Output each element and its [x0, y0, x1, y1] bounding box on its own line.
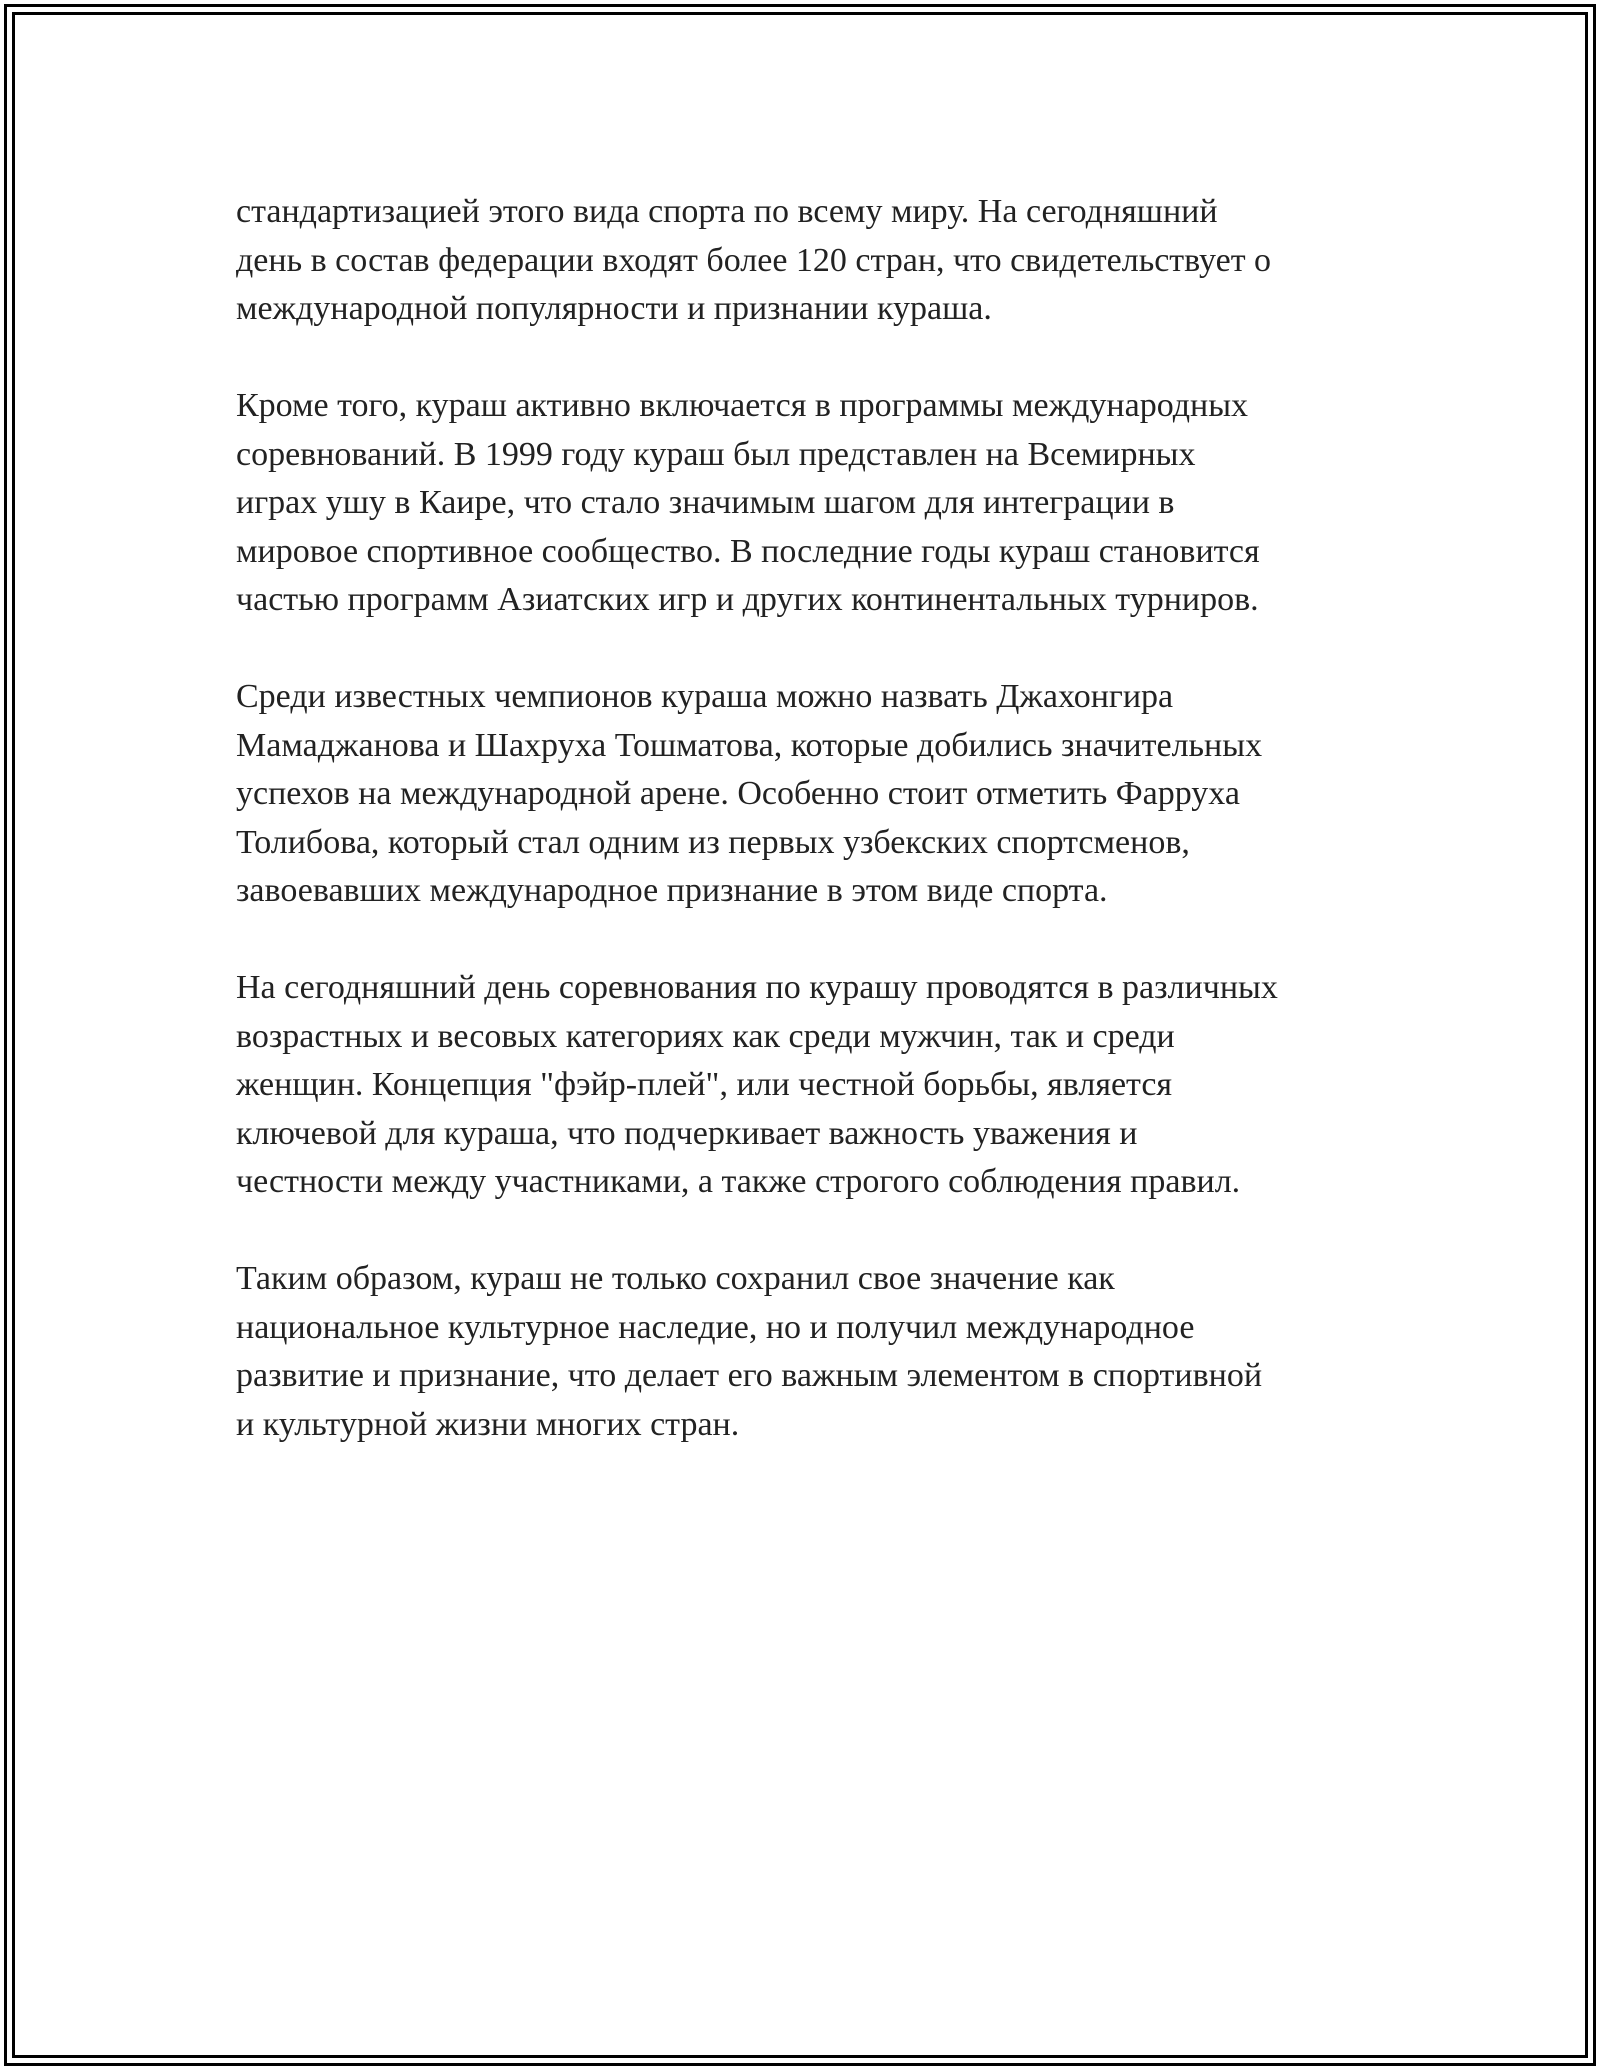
- text-line: играх ушу в Каире, что стало значимым шагом для интеграции в: [236, 484, 1175, 521]
- text-line: день в состав федерации входят более 120 стран, что свидетельствует о: [236, 241, 1272, 279]
- text-line: Мамаджанова и Шахруха Тошматова, которые добились значительных: [236, 726, 1263, 764]
- text-line: возрастных и весовых категориях как среди мужчин, так и среди: [236, 1017, 1175, 1055]
- text-line: национальное культурное наследие, но и получил международное: [236, 1308, 1195, 1346]
- text-line: Кроме того, кураш активно включается в программы международных: [236, 387, 1249, 424]
- text-line: ключевой для кураша, что подчеркивает важность уважения и: [236, 1114, 1138, 1152]
- text-line: честности между участниками, а также строгого соблюдения правил.: [236, 1163, 1241, 1200]
- text-line: Среди известных чемпионов кураша можно назвать Джахонгира: [236, 678, 1174, 715]
- text-line: Таким образом, кураш не только сохранил свое значение как: [236, 1260, 1115, 1297]
- document-body: [236, 188, 1396, 1498]
- text-line: На сегодняшний день соревнования по курашу проводятся в различных: [236, 969, 1278, 1006]
- text-line: Толибова, который стал одним из первых узбекских спортсменов,: [236, 823, 1190, 861]
- text-line: женщин. Концепция "фэйр-плей", или честной борьбы, является: [236, 1066, 1173, 1103]
- text-line: развитие и признание, что делает его важным элементом в спортивной: [236, 1357, 1263, 1394]
- text-line: мировое спортивное сообщество. В последние годы кураш становится: [236, 532, 1260, 570]
- paragraph-categories-fair-play: [236, 964, 1396, 1207]
- paragraph-international-competitions: [236, 382, 1396, 625]
- paragraph-conclusion: [236, 1255, 1396, 1449]
- text-line: международной популярности и признании кураша.: [236, 290, 992, 327]
- text-line: частью программ Азиатских игр и других континентальных турниров.: [236, 581, 1259, 618]
- text-line: завоевавших международное признание в этом виде спорта.: [236, 872, 1108, 909]
- text-line: успехов на международной арене. Особенно стоит отметить Фарруха: [236, 775, 1240, 812]
- text-line: и культурной жизни многих стран.: [236, 1405, 740, 1443]
- text-line: соревнований. В 1999 году кураш был представлен на Всемирных: [236, 435, 1196, 473]
- paragraph-federation: [236, 188, 1396, 334]
- paragraph-champions: [236, 673, 1396, 916]
- text-line: стандартизацией этого вида спорта по всему миру. На сегодняшний: [236, 193, 1218, 230]
